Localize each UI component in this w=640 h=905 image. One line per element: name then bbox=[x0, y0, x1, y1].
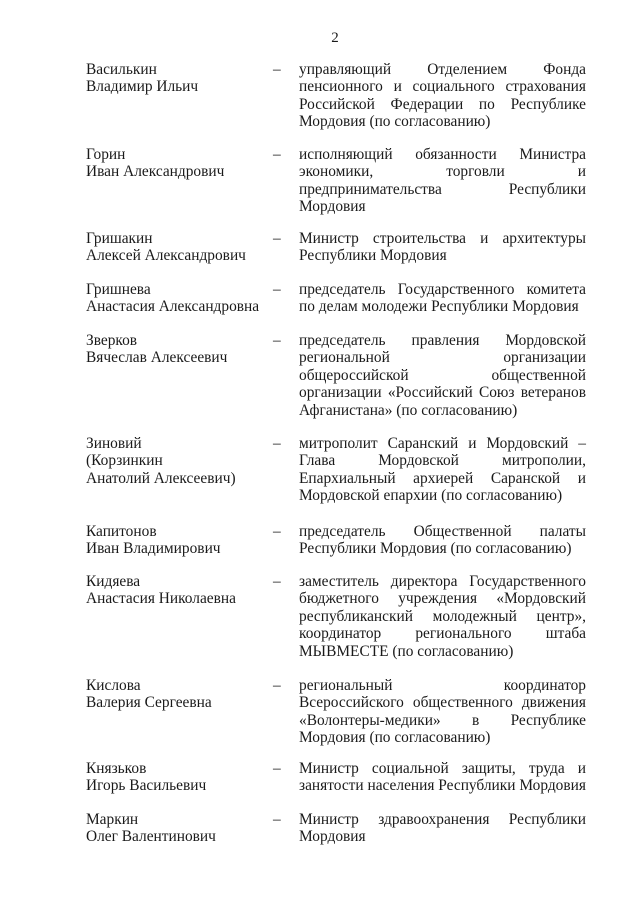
member-given-name: Олег Валентинович bbox=[86, 828, 216, 846]
member-name bbox=[86, 281, 266, 316]
dash-separator: – bbox=[273, 573, 281, 590]
member-surname: Гришнева bbox=[86, 281, 151, 298]
dash-separator: – bbox=[273, 61, 281, 78]
member-given-name: Анастасия Александровна bbox=[86, 298, 260, 316]
member-role: Министр социальной защиты, труда и занятости населения Республики Мордовия bbox=[299, 760, 586, 795]
dash-separator: – bbox=[273, 677, 281, 694]
member-surname: Гришакин bbox=[86, 230, 153, 247]
member-name bbox=[86, 523, 266, 558]
member-role: заместитель директора Государственного бюджетного учреждения «Мордовский республиканский молодежный центр», координатор регионального штаба МЫВМЕСТЕ (по согласованию) bbox=[299, 573, 586, 660]
page-number: 2 bbox=[331, 30, 339, 46]
member-role: председатель правления Мордовской региональной организации общероссийской общественной организации «Российский Союз ветеранов Афганистана» (по согласованию) bbox=[299, 332, 586, 419]
member-name bbox=[86, 332, 266, 367]
member-given-name: Иван Александрович bbox=[86, 163, 225, 181]
member-surname: Василькин bbox=[86, 61, 157, 78]
dash-separator: – bbox=[273, 230, 281, 247]
member-role: председатель Общественной палаты Республики Мордовия (по согласованию) bbox=[299, 523, 586, 558]
dash-separator: – bbox=[273, 523, 281, 540]
member-given-name: Алексей Александрович bbox=[86, 247, 246, 265]
member-role: Министр строительства и архитектуры Республики Мордовия bbox=[299, 230, 586, 265]
member-given-name: Валерия Сергеевна bbox=[86, 694, 212, 712]
member-surname: Князьков bbox=[86, 760, 147, 777]
member-surname: Маркин bbox=[86, 811, 139, 828]
member-role: Министр здравоохранения Республики Мордовия bbox=[299, 811, 586, 846]
member-name bbox=[86, 61, 266, 96]
member-role: митрополит Саранский и Мордовский – Глава Мордовской митрополии, Епархиальный архиерей Саранской и Мордовской епархии (по согласованию) bbox=[299, 435, 586, 505]
member-role: председатель Государственного комитета по делам молодежи Республики Мордовия bbox=[299, 281, 586, 316]
member-role: исполняющий обязанности Министра экономики, торговли и предпринимательства Республики Мордовия bbox=[299, 146, 586, 216]
member-name bbox=[86, 573, 266, 608]
member-given-name: Владимир Ильич bbox=[86, 78, 199, 96]
member-name bbox=[86, 677, 266, 712]
member-name bbox=[86, 435, 266, 487]
member-surname: Горин bbox=[86, 146, 126, 163]
member-role: региональный координатор Всероссийского общественного движения «Волонтеры-медики» в Республике Мордовия (по согласованию) bbox=[299, 677, 586, 747]
dash-separator: – bbox=[273, 281, 281, 298]
member-name bbox=[86, 811, 266, 846]
dash-separator: – bbox=[273, 811, 281, 828]
member-given-name: Вячеслав Алексеевич bbox=[86, 349, 228, 367]
member-given-name: Иван Владимирович bbox=[86, 540, 221, 558]
member-surname: Капитонов bbox=[86, 523, 157, 540]
member-surname: Кислова bbox=[86, 677, 141, 694]
dash-separator: – bbox=[273, 332, 281, 349]
member-name bbox=[86, 146, 266, 181]
member-surname: (Корзинкин bbox=[86, 452, 163, 470]
member-name bbox=[86, 230, 266, 265]
member-given-name: Анастасия Николаевна bbox=[86, 590, 236, 608]
member-surname: Зверков bbox=[86, 332, 138, 349]
member-name bbox=[86, 760, 266, 795]
dash-separator: – bbox=[273, 146, 281, 163]
member-given-name: Игорь Васильевич bbox=[86, 777, 207, 795]
member-given-name: Анатолий Алексеевич) bbox=[86, 469, 236, 487]
member-surname: Кидяева bbox=[86, 573, 141, 590]
member-secular-name: Зиновий bbox=[86, 435, 142, 452]
dash-separator: – bbox=[273, 435, 281, 452]
dash-separator: – bbox=[273, 760, 281, 777]
member-role: управляющий Отделением Фонда пенсионного и социального страхования Российской Федерации по Республике Мордовия (по согласованию) bbox=[299, 61, 586, 131]
